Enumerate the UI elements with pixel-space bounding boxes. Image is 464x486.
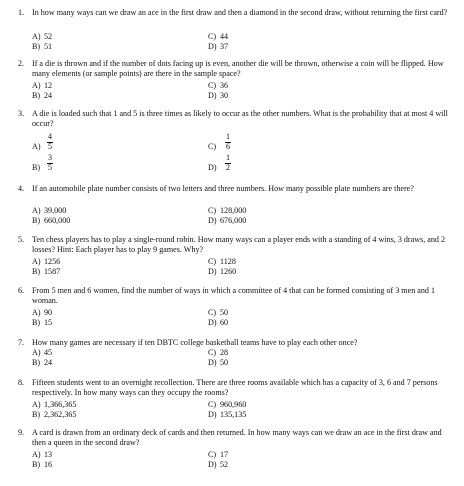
- option-d: D) 1260: [208, 267, 237, 276]
- option-c: C) 128,000: [208, 206, 247, 215]
- option-b: B): [32, 163, 41, 172]
- option-d: D) 50: [208, 358, 229, 367]
- question-text: From 5 men and 6 women, find the number of ways in which a committee of 4 that can be formed consisting of 3 men and 1 woman.: [32, 286, 436, 305]
- option-c-fraction: 1 6: [226, 132, 230, 151]
- option-b: B) 660,000: [32, 216, 71, 225]
- option-b: B) 2,362,365: [32, 410, 77, 419]
- option-d: D) 60: [208, 318, 229, 327]
- question-number: 1.: [18, 8, 25, 17]
- option-d-fraction: 1 2: [226, 153, 230, 172]
- question-number: 6.: [18, 286, 25, 295]
- question-text: Fifteen students went to an overnight recollection. There are three rooms available which has a capacity of 3, 6 and 7 persons respectively. In how many ways can they occupy the rooms?: [32, 378, 438, 397]
- question-text: If an automobile plate number consists of two letters and three numbers. How many possible plate numbers are there?: [32, 184, 414, 193]
- question-text: A die is loaded such that 1 and 5 is three times as likely to occur as the other numbers. What is the probability that at most 4 will occur?: [32, 109, 448, 128]
- question-text: How many games are necessary if ten DBTC college basketball teams have to play each other once?: [32, 338, 358, 347]
- option-a: A) 90: [32, 308, 53, 317]
- option-a: A): [32, 142, 41, 151]
- question-number: 4.: [18, 184, 25, 193]
- option-a: A) 1,366,365: [32, 400, 77, 409]
- option-d: D) 676,000: [208, 216, 247, 225]
- question-text: If a die is thrown and if the number of dots facing up is even, another die will be thrown, otherwise a coin will be flipped. How many elements (or sample points) are there in the sample space?: [32, 59, 444, 78]
- option-c: C) 44: [208, 32, 229, 41]
- option-b: B) 16: [32, 460, 53, 469]
- option-c: C) 17: [208, 450, 229, 459]
- option-a: A) 1256: [32, 257, 61, 266]
- question-number: 5.: [18, 235, 25, 244]
- option-a-fraction: 4 5: [48, 132, 52, 151]
- option-a: A) 52: [32, 32, 53, 41]
- question-text: Ten chess players has to play a single-round robin. How many ways can a player ends with a standing of 4 wins, 3 draws, and 2 losses? Hint: Each player has to play 9 games. Why?: [32, 235, 446, 254]
- question-number: 7.: [18, 338, 25, 347]
- option-c: C) 28: [208, 348, 229, 357]
- option-c: C) 36: [208, 81, 229, 90]
- option-b: B) 24: [32, 358, 53, 367]
- option-c: C) 50: [208, 308, 229, 317]
- question-number: 8.: [18, 378, 25, 387]
- option-c: C) 1128: [208, 257, 236, 266]
- option-d: D) 37: [208, 42, 229, 51]
- option-a: A) 13: [32, 450, 53, 459]
- option-a: A) 39,000: [32, 206, 67, 215]
- option-b: B) 24: [32, 91, 53, 100]
- question-number: 2.: [18, 59, 25, 68]
- option-d: D): [208, 163, 217, 172]
- option-d: D) 52: [208, 460, 229, 469]
- option-b: B) 15: [32, 318, 53, 327]
- option-b-fraction: 3 5: [48, 153, 52, 172]
- option-a: A) 12: [32, 81, 53, 90]
- question-number: 9.: [18, 428, 25, 437]
- option-d: D) 30: [208, 91, 229, 100]
- option-b: B) 51: [32, 42, 53, 51]
- question-number: 3.: [18, 109, 25, 118]
- option-d: D) 135,135: [208, 410, 247, 419]
- option-c: C) 960,960: [208, 400, 247, 409]
- option-a: A) 45: [32, 348, 53, 357]
- option-b: B) 1587: [32, 267, 61, 276]
- question-text: A card is drawn from an ordinary deck of cards and then returned. In how many ways can we draw an ace in the first draw and then a queen in the second draw?: [32, 428, 442, 447]
- option-c: C): [208, 142, 217, 151]
- question-text: In how many ways can we draw an ace in the first draw and then a diamond in the second draw, without returning the first card?: [32, 8, 448, 17]
